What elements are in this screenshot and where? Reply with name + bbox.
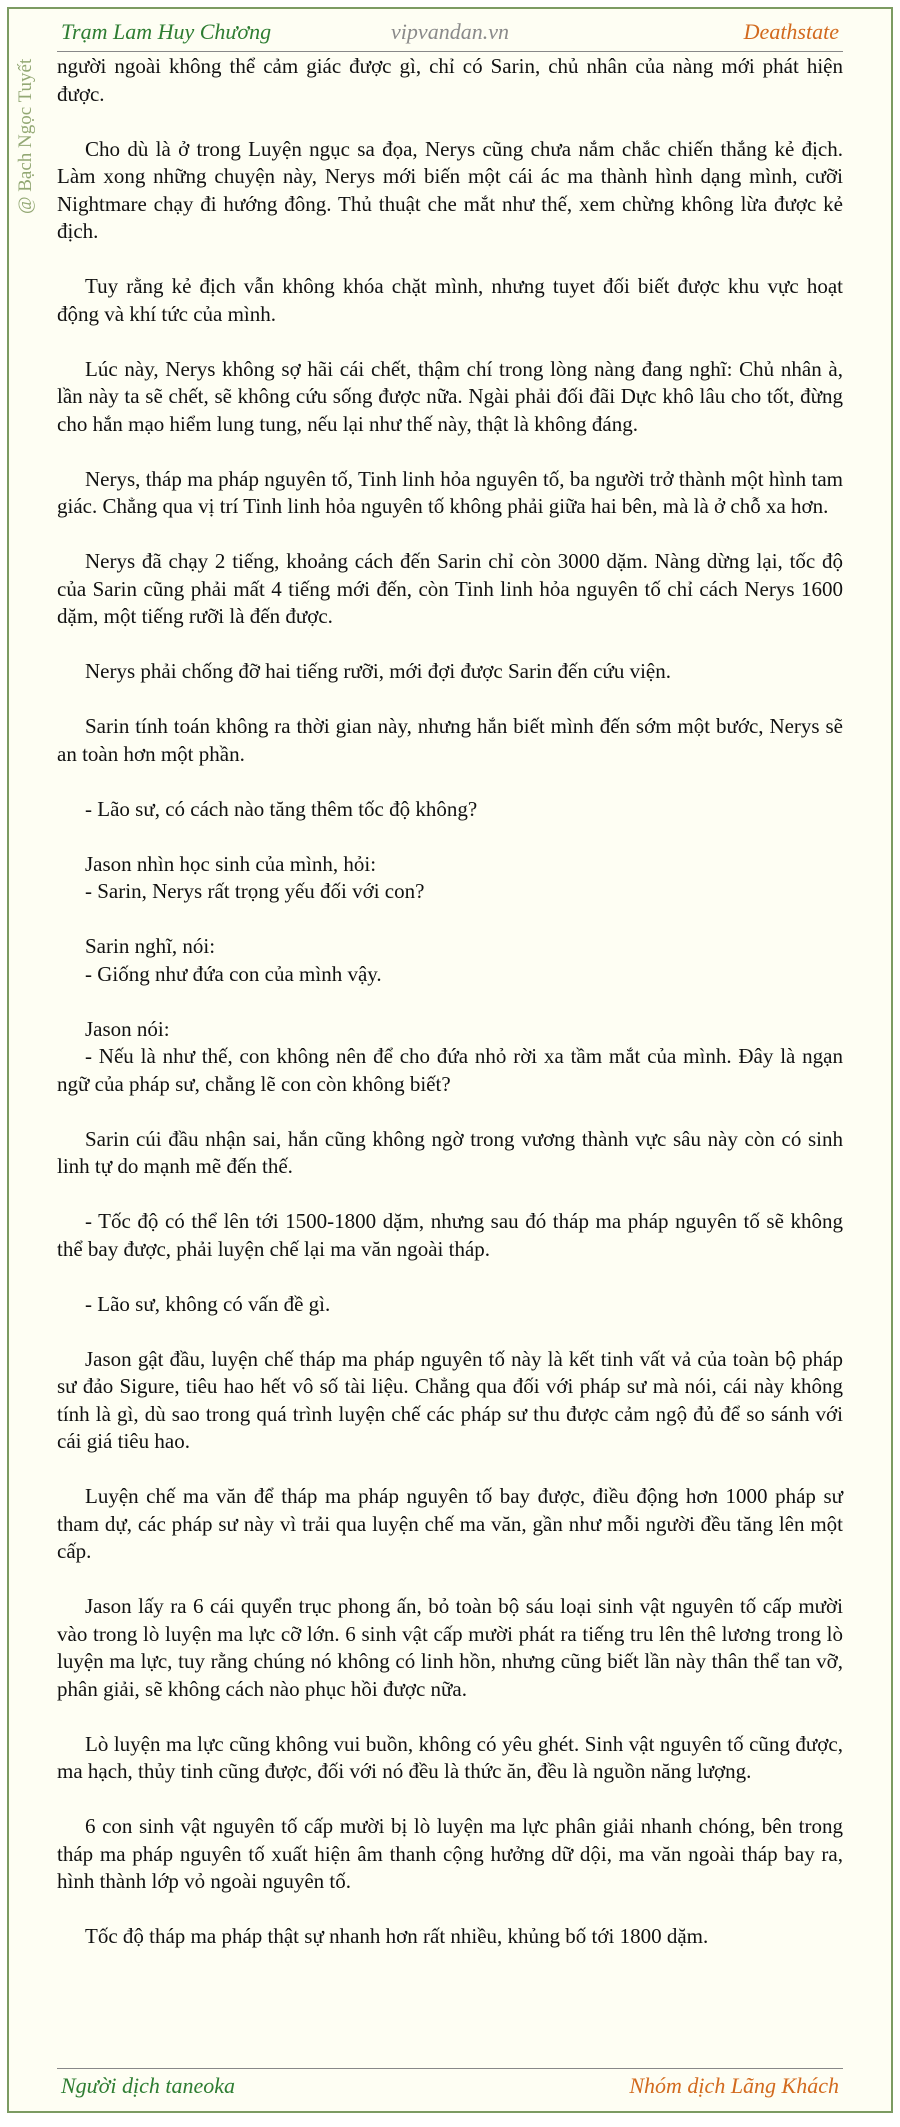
header-site-name: Trạm Lam Huy Chương <box>61 19 272 44</box>
paragraph: Lò luyện ma lực cũng không vui buồn, không có yêu ghét. Sinh vật nguyên tố cũng được, ma hạch, thủy tinh cũng được, đối với nó đều là thức ăn, đều là nguồn năng lượng. <box>57 1731 843 1783</box>
dialogue-line: - Sarin, Nerys rất trọng yếu đối với con? <box>85 879 425 903</box>
header-book-title: Deathstate <box>743 19 839 44</box>
side-watermark: @ Bạch Ngọc Tuyết <box>15 59 36 215</box>
paragraph: Tốc độ tháp ma pháp thật sự nhanh hơn rất nhiều, khủng bố tới 1800 dặm. <box>85 1924 709 1948</box>
paragraph: Nerys phải chống đỡ hai tiếng rưỡi, mới đợi được Sarin đến cứu viện. <box>85 659 671 683</box>
paragraph: Lúc này, Nerys không sợ hãi cái chết, thậm chí trong lòng nàng đang nghĩ: Chủ nhân à, lần này ta sẽ chết, sẽ không cứu sống được nữa. Ngài phải đối đãi Dực khô lâu cho tốt, đừng cho hắn mạo hiểm lung tung, nếu lại như thế này, thật là không đáng. <box>57 356 843 436</box>
paragraph: người ngoài không thể cảm giác được gì, chỉ có Sarin, chủ nhân của nàng mới phát hiện được. <box>57 54 843 106</box>
dialogue-line: - Nếu là như thế, con không nên để cho đứa nhỏ rời xa tầm mắt của mình. Đây là ngạn ngữ của pháp sư, chẳng lẽ con còn không biết? <box>57 1044 843 1096</box>
paragraph: Jason gật đầu, luyện chế tháp ma pháp nguyên tố này là kết tinh vất vả của toàn bộ pháp sư đảo Sigure, tiêu hao hết vô số tài liệu. Chẳng qua đối với pháp sư mà nói, cái này không tính là gì, dù sao trong quá trình luyện chế các pháp sư thu được cảm ngộ đủ để so sánh với cái giá tiêu hao. <box>57 1346 843 1453</box>
dialogue-line: - Lão sư, không có vấn đề gì. <box>85 1291 331 1316</box>
footer-translator: Người dịch taneoka <box>61 2073 236 2098</box>
page-frame <box>7 7 893 2113</box>
paragraph: Sarin tính toán không ra thời gian này, nhưng hắn biết mình đến sớm một bước, Nerys sẽ an toàn hơn một phần. <box>57 714 843 766</box>
header-site-url: vipvandan.vn <box>391 19 509 44</box>
chapter-text <box>57 53 843 1978</box>
paragraph: Tuy rằng kẻ địch vẫn không khóa chặt mình, nhưng tuyet đối biết được khu vực hoạt động và khí tức của mình. <box>57 274 843 326</box>
dialogue-line: - Giống như đứa con của mình vậy. <box>85 961 382 986</box>
footer-group: Nhóm dịch Lãng Khách <box>629 2073 839 2098</box>
paragraph: Jason nhìn học sinh của mình, hỏi: <box>85 851 377 876</box>
page-header <box>57 15 843 52</box>
paragraph: Sarin cúi đầu nhận sai, hắn cũng không ngờ trong vương thành vực sâu này còn có sinh linh tự do mạnh mẽ đến thế. <box>57 1126 843 1178</box>
paragraph: 6 con sinh vật nguyên tố cấp mười bị lò luyện ma lực phân giải nhanh chóng, bên trong tháp ma pháp nguyên tố xuất hiện âm thanh cộng hưởng dữ dội, ma văn ngoài tháp bay ra, hình thành lớp vỏ ngoài nguyên tố. <box>57 1814 843 1893</box>
paragraph: Nerys đã chạy 2 tiếng, khoảng cách đến Sarin chỉ còn 3000 dặm. Nàng dừng lại, tốc độ của Sarin cũng phải mất 4 tiếng mới đến, còn Tinh linh hỏa nguyên tố chỉ cách Nerys 1600 dặm, một tiếng rưỡi là đến được. <box>57 549 843 628</box>
page-footer <box>57 2068 843 2105</box>
paragraph: Nerys, tháp ma pháp nguyên tố, Tinh linh hỏa nguyên tố, ba người trở thành một hình tam giác. Chẳng qua vị trí Tinh linh hỏa nguyên tố không phải giữa hai bên, mà là ở chỗ xa hơn. <box>57 466 843 518</box>
paragraph: Cho dù là ở trong Luyện ngục sa đọa, Nerys cũng chưa nắm chắc chiến thắng kẻ địch. Làm xong những chuyện này, Nerys mới biến một cái ác ma thành hình dạng mình, cưỡi Nightmare chạy đi hướng đông. Thủ thuật che mắt như thế, xem chừng không lừa được kẻ địch. <box>57 136 843 243</box>
paragraph: Luyện chế ma văn để tháp ma pháp nguyên tố bay được, điều động hơn 1000 pháp sư tham dự, các pháp sư này vì trải qua luyện chế ma văn, gần như mỗi người đều tăng lên một cấp. <box>57 1484 843 1563</box>
dialogue-line: - Lão sư, có cách nào tăng thêm tốc độ không? <box>85 796 478 821</box>
paragraph: Jason nói: <box>85 1016 170 1041</box>
paragraph: Sarin nghĩ, nói: <box>85 934 216 958</box>
paragraph: Jason lấy ra 6 cái quyển trục phong ấn, bỏ toàn bộ sáu loại sinh vật nguyên tố cấp mười vào trong lò luyện ma lực cỡ lớn. 6 sinh vật cấp mười phát ra tiếng tru lên thê lương trong lò luyện ma lực, tuy rằng chúng nó không có linh hồn, nhưng cũng biết lần này thân thể tan vỡ, phân giải, sẽ không cách nào phục hồi được nữa. <box>57 1594 843 1701</box>
dialogue-line: - Tốc độ có thể lên tới 1500-1800 dặm, nhưng sau đó tháp ma pháp nguyên tố sẽ không thể bay được, phải luyện chế lại ma văn ngoài tháp. <box>57 1209 843 1261</box>
